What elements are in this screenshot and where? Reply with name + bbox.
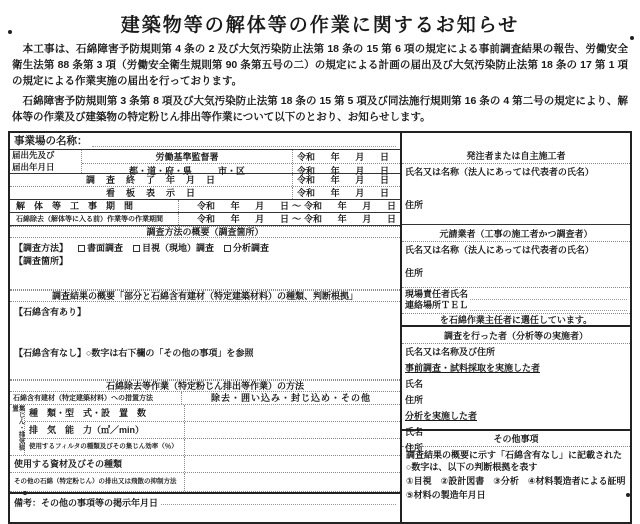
site-manager-block [402,287,630,313]
signboard-row [10,187,400,200]
site-name-label: 事業場の名称： [14,135,88,148]
contractor-address-label: 住所 [405,267,424,278]
contact-tel-row [405,300,627,311]
intro-paragraph-2: 石綿障害予防規則第 3 条第 8 項及び大気汚染防止法第 18 条の 15 第 5 項及び同法施行規則第 16 条の 4 第二号の規定により、解体等の作業及び建築物の特定粉じん排出等作業について以下のとおり、お知らせします。 [12,95,628,123]
checkbox-option-document: 書面調査 [78,241,123,254]
contractor-name-label: 氏名又は名称（法人にあっては代表者の氏名） [405,244,594,255]
asbestos-chief-note: を石綿作業主任者に選任しています。 [402,313,630,327]
labor-office-label: 労働基準監督署 [82,150,292,164]
checkbox-icon[interactable] [224,245,231,252]
date-field: 令和 年 月 日 [196,201,289,212]
submission-row [10,150,400,174]
suppression-label: その他の石綿（特定粉じん）の排出又は飛散の抑制方法 [10,473,185,491]
survey-method-box [10,238,400,290]
form-right-column [402,133,630,522]
intro-paragraph-1: 本工事は、石綿障害予防規則第 4 条の 2 及び大気汚染防止法第 18 条の 15 第 6 項の規定による事前調査結果の報告、労働安全衛生法第 88 条第 3 項（労働安全衛生規則第 90 条第五号の二）の規定による計画の届出及び大気汚染防止法第 18 条の 17 第 1 項の規定による作業実施の届出を行っております。 [12,43,628,87]
checkbox-option-analysis: 分析調査 [224,241,269,254]
remarks-label: 備考：その他の事項等の掲示年月日 [14,497,159,508]
analysis-address-label: 住所 [405,442,424,453]
date-field: 令和 年 月 日 [196,214,289,225]
survey-result-header: 調査結果の概要「部分と石綿含有建材（特定建築材料）の種類、判断根拠」 [10,290,400,302]
other-matters-note: 調査結果の概要に示す「石綿含有なし」に記載された○数字は、以下の判断根拠を表す [406,449,623,472]
date-range-separator: ～ [291,201,301,212]
measure-label: 石綿含有建材（特定建築材料）への措置方法 [10,392,182,404]
removal-method-header: 石綿除去等作業（特定粉じん排出等作業）の方法 [10,380,400,392]
surveyor-name-address-label: 氏名又は名称及び住所 [405,346,496,357]
date-range-separator: ～ [291,214,301,225]
equipment-filter-label: 使用するフィルタの種類及びその集じん効率（％） [25,439,185,455]
remarks-blank-line [161,496,396,505]
asbestos-absent-label: 【石綿含有なし】○数字は右下欄の「その他の事項」を参照 [14,347,254,358]
survey-result-box [10,302,400,380]
orderer-name-label: 氏名又は名称（法人にあっては代表者の氏名） [405,166,594,177]
pre-survey-name-label: 氏名 [405,378,424,389]
dust-equipment-section [10,405,400,456]
contractor-block [402,225,630,287]
date-field: 令和 年 月 日 [297,165,389,176]
materials-label: 使用する資材及びその種類 [10,456,185,472]
suppression-row [10,473,400,492]
blank-field [402,179,630,197]
measure-row [10,392,400,405]
prefecture-label: 都・道・府・県 [128,165,192,176]
other-matters-items-2: ⑤材料の製造年月日 [406,490,486,501]
equipment-filter-row [25,438,400,455]
asbestos-period-row [10,213,400,226]
asbestos-present-label: 【石綿含有あり】 [14,306,87,317]
asbestos-period-dates [178,213,400,225]
equipment-vertical-label: 集じん・排気装置 [11,404,25,451]
blank-field [185,456,400,472]
blank-field [185,473,400,491]
survey-method-label: 【調査方法】 [14,242,69,253]
survey-method-line [14,241,396,254]
orderer-header: 発注者または自主施工者 [402,147,630,164]
date-field: 令和 年 月 日 [304,201,396,212]
blank-field-line [470,302,627,311]
blank-field [402,257,630,265]
materials-row [10,456,400,473]
pre-survey-address-label: 住所 [405,394,424,405]
checkbox-option-visual: 目視（現地）調査 [133,241,214,254]
date-field: 令和 年 月 日 [297,175,389,186]
survey-end-row [10,174,400,187]
submission-dates [292,150,400,176]
demolition-period-row [10,200,400,213]
orderer-block [402,147,630,225]
checkbox-icon[interactable] [133,245,140,252]
equipment-type-row [25,405,400,421]
notice-form-table [8,131,632,524]
pre-survey-person-label: 事前調査・試料採取を実施した者 [405,362,541,373]
demolition-period-dates [178,200,400,212]
date-field: 令和 年 月 日 [304,214,396,225]
corner-mark [630,36,634,40]
equipment-vertical-label-cell [10,405,25,455]
equipment-type-label: 種 類・型 式・設 置 数 [25,405,185,421]
surveyor-header: 調査を行った者（分析等の実施者） [402,327,630,344]
contact-tel-label: 連絡場所ＴＥＬ [405,299,469,310]
corner-mark [23,491,27,495]
city-label: 市・区 [218,165,246,176]
corner-mark [626,493,630,497]
equipment-capacity-label: 排 気 能 力（㎥／min） [25,422,185,438]
remarks-row [10,492,400,522]
checkbox-icon[interactable] [78,245,85,252]
submission-destinations [82,150,292,176]
signboard-label: 看 板 表 示 日 [105,188,196,199]
other-matters-header: その他事項 [402,431,630,447]
demolition-period-label: 解 体 等 工 事 期 間 [16,201,134,212]
corner-mark [8,30,12,34]
blank-field-line [470,291,627,300]
other-matters-block [402,431,630,522]
orderer-address-label: 住所 [405,199,424,210]
analysis-name-label: 氏名 [405,426,424,437]
survey-end-label: 調 査 終 了 年 月 日 [85,175,216,186]
analysis-person-label: 分析を実施した者 [405,410,478,421]
site-name-row [10,133,400,150]
form-left-column [10,133,402,522]
contractor-header: 元請業者（工事の施工者かつ調査者） [402,225,630,242]
site-name-blank-line [92,135,397,147]
site-manager-label: 現場責任者氏名 [405,288,469,299]
measure-options: 除去・囲い込み・封じ込め・その他 [210,393,371,404]
asbestos-period-label: 石綿除去（解体等に入る前）作業等の作業期間 [16,215,163,223]
other-matters-items-1: ①目視 ②設計図書 ③分析 ④材料製造者による証明 [406,476,626,487]
page-title: 建築物等の解体等の作業に関するお知らせ [120,15,520,36]
date-field: 令和 年 月 日 [297,151,389,162]
equipment-rows [25,405,400,455]
submission-label: 届出先及び 届出年月日 [10,150,82,173]
date-field: 令和 年 月 日 [297,188,389,199]
right-column-top-gap [402,133,630,147]
equipment-capacity-row [25,421,400,438]
survey-method-header: 調査方法の概要（調査箇所） [10,226,400,238]
survey-location-label: 【調査箇所】 [14,255,69,266]
